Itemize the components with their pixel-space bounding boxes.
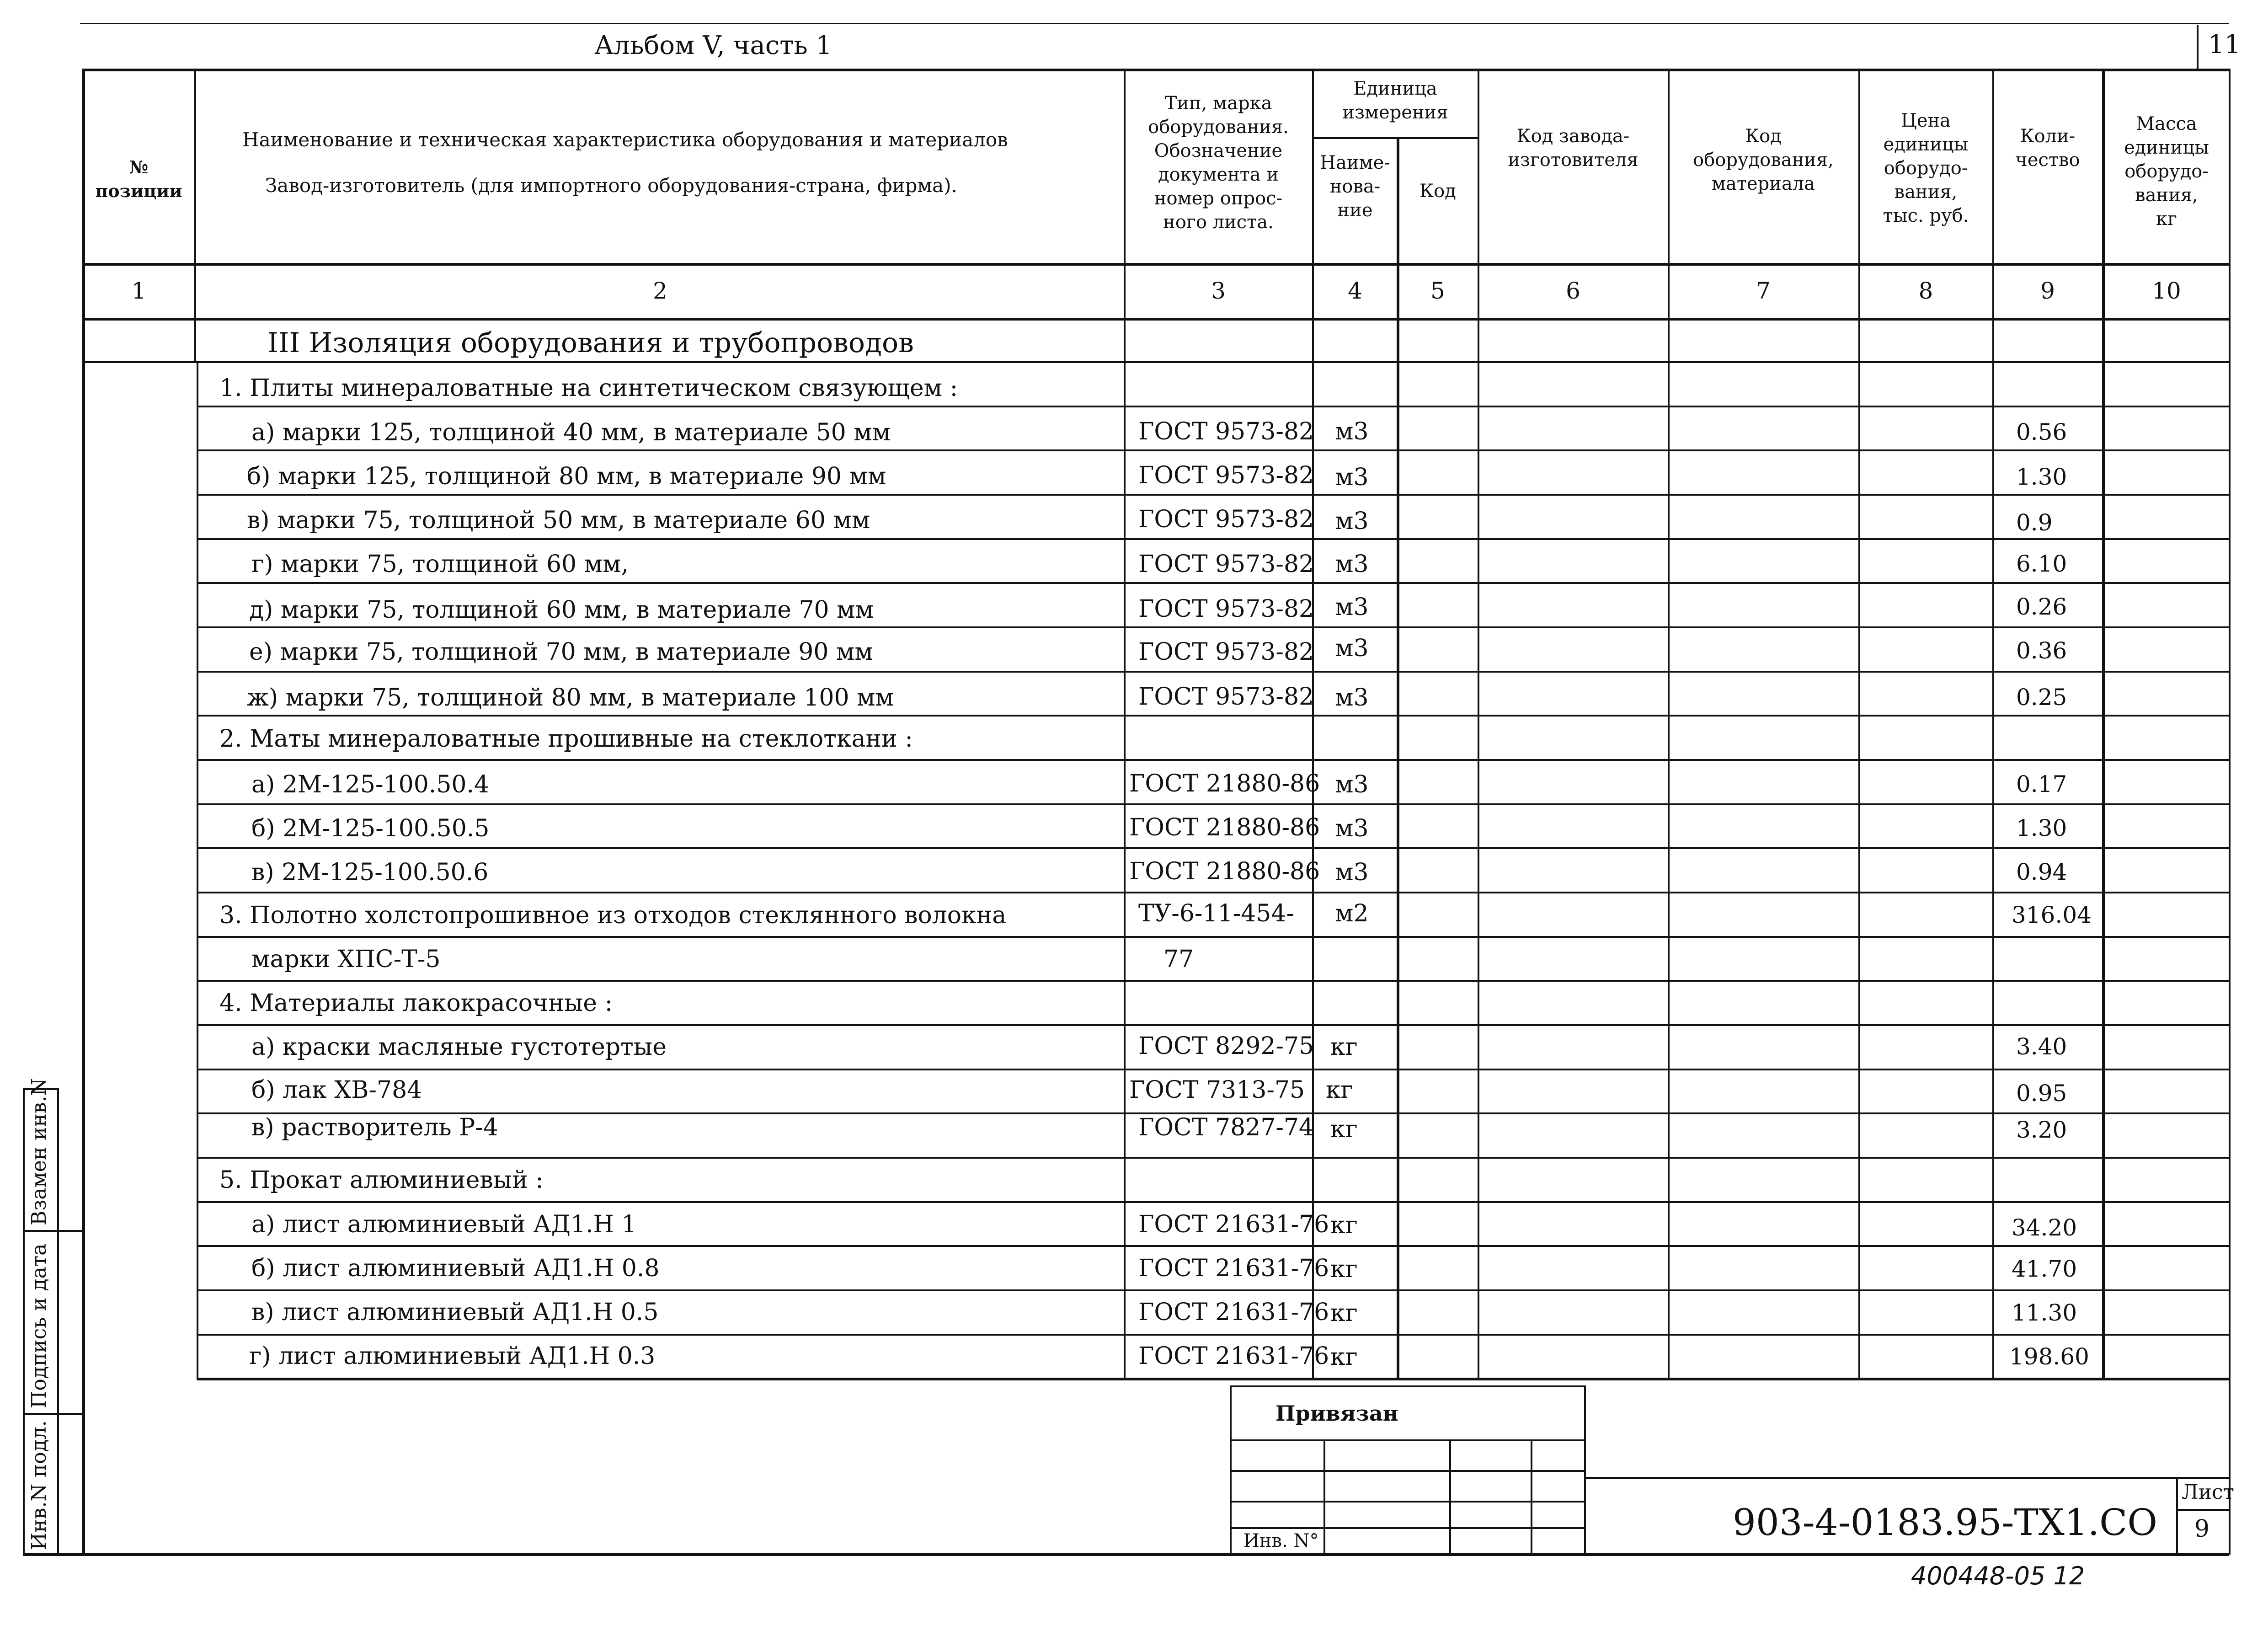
row-doc: ГОСТ 9573-82 xyxy=(1138,418,1314,445)
row-qty: 1.30 xyxy=(2016,815,2067,841)
row-unit: м3 xyxy=(1335,635,1369,662)
top-rule xyxy=(80,23,2229,24)
row-doc: ГОСТ 7313-75 xyxy=(1129,1076,1305,1104)
row-qty: 41.70 xyxy=(2012,1256,2077,1282)
row-name: в) 2М-125-100.50.6 xyxy=(251,859,489,886)
row-unit: м2 xyxy=(1335,900,1369,927)
row-qty: 0.17 xyxy=(2016,771,2067,797)
header-col10: Масса единицы оборудо- вания, кг xyxy=(2124,113,2209,230)
row-qty: 0.25 xyxy=(2016,684,2067,711)
row-qty: 1.30 xyxy=(2016,464,2067,490)
stamp-privyazan: Привязан xyxy=(1275,1401,1398,1426)
side-vzamen: Взамен инв.N xyxy=(27,1078,51,1225)
stamp-sheet-label: Лист xyxy=(2182,1481,2235,1504)
row-doc: 77 xyxy=(1163,946,1194,973)
section-title: III Изоляция оборудования и трубопроводов xyxy=(267,327,914,359)
row-qty: 34.20 xyxy=(2012,1214,2077,1241)
colnum-1: 1 xyxy=(131,278,146,304)
colnum-10: 10 xyxy=(2152,278,2181,304)
row-doc: ГОСТ 21631-76 xyxy=(1138,1211,1329,1238)
row-unit: м3 xyxy=(1335,684,1369,711)
row-doc: ГОСТ 9573-82 xyxy=(1138,638,1314,666)
header-unit-group: Единица измерения xyxy=(1342,78,1448,123)
row-name: а) лист алюминиевый АД1.Н 1 xyxy=(251,1211,637,1238)
row-name: г) лист алюминиевый АД1.Н 0.3 xyxy=(249,1342,656,1370)
row-name: б) лак ХВ-784 xyxy=(251,1076,422,1104)
stamp-inv: Инв. N° xyxy=(1243,1530,1319,1551)
colnum-5: 5 xyxy=(1430,278,1445,304)
row-name: ж) марки 75, толщиной 80 мм, в материале 100 мм xyxy=(247,684,894,711)
row-name: в) лист алюминиевый АД1.Н 0.5 xyxy=(251,1299,659,1326)
row-qty: 316.04 xyxy=(2012,902,2092,928)
colnum-3: 3 xyxy=(1211,278,1226,304)
row-name: в) марки 75, толщиной 50 мм, в материале 60 мм xyxy=(247,507,870,534)
row-name: марки ХПС-Т-5 xyxy=(251,946,441,973)
row-name: д) марки 75, толщиной 60 мм, в материале 70 мм xyxy=(249,596,874,624)
row-unit: кг xyxy=(1330,1212,1358,1239)
page-mark: 11 xyxy=(2208,30,2241,59)
row-doc: ГОСТ 21880-86 xyxy=(1129,770,1320,797)
row-qty: 0.36 xyxy=(2016,637,2067,664)
row-name: б) лист алюминиевый АД1.Н 0.8 xyxy=(251,1255,660,1282)
row-qty: 0.56 xyxy=(2016,419,2067,445)
handwritten-note: 400448-05 12 xyxy=(1911,1561,2085,1590)
row-unit: кг xyxy=(1330,1299,1358,1327)
row-unit: м3 xyxy=(1335,418,1369,445)
row-unit: кг xyxy=(1330,1343,1358,1371)
row-doc: ГОСТ 9573-82 xyxy=(1138,683,1314,711)
row-unit: кг xyxy=(1330,1116,1358,1143)
colnum-4: 4 xyxy=(1348,278,1362,304)
row-doc: ГОСТ 21880-86 xyxy=(1129,814,1320,841)
row-doc: ГОСТ 9573-82 xyxy=(1138,462,1314,489)
row-doc: ГОСТ 9573-82 xyxy=(1138,595,1314,623)
colnum-7: 7 xyxy=(1756,278,1771,304)
row-name: а) краски масляные густотертые xyxy=(251,1033,667,1061)
row-doc: ГОСТ 21631-76 xyxy=(1138,1255,1329,1282)
row-qty: 198.60 xyxy=(2009,1343,2089,1370)
row-unit: м3 xyxy=(1335,508,1369,535)
header-col2-line1: Наименование и техническая характеристика оборудования и материалов xyxy=(242,128,1008,151)
row-doc: ГОСТ 7827-74 xyxy=(1138,1114,1314,1141)
header-col2-line2: Завод-изготовитель (для импортного оборудования-страна, фирма). xyxy=(265,174,957,197)
row-name: в) растворитель Р-4 xyxy=(251,1114,498,1141)
row-qty: 3.20 xyxy=(2016,1117,2067,1143)
row-qty: 3.40 xyxy=(2016,1033,2067,1060)
side-inv-podl: Инв.N подл. xyxy=(27,1420,51,1550)
header-col3: Тип, марка оборудования. Обозначение документа и номер опрос- ного листа. xyxy=(1148,93,1289,233)
side-podpis: Подпись и дата xyxy=(27,1243,51,1408)
row-name: а) марки 125, толщиной 40 мм, в материале 50 мм xyxy=(251,419,891,446)
header-col4: Наиме- нова- ние xyxy=(1320,152,1390,221)
row-unit: м3 xyxy=(1335,594,1369,621)
row-doc: ГОСТ 21880-86 xyxy=(1129,858,1320,885)
row-name: 4. Материалы лакокрасочные : xyxy=(219,989,613,1017)
header-col1: № позиции xyxy=(95,157,182,201)
row-unit: м3 xyxy=(1335,859,1369,886)
row-doc: ГОСТ 21631-76 xyxy=(1138,1299,1329,1326)
row-unit: кг xyxy=(1326,1076,1353,1104)
colnum-6: 6 xyxy=(1566,278,1580,304)
row-name: 3. Полотно холстопрошивное из отходов стеклянного волокна xyxy=(219,902,1007,929)
colnum-2: 2 xyxy=(653,278,667,304)
row-doc: ГОСТ 21631-76 xyxy=(1138,1342,1329,1370)
album-title: Альбом V, часть 1 xyxy=(594,31,832,60)
colnum-9: 9 xyxy=(2040,278,2055,304)
stamp-designation: 903-4-0183.95-ТХ1.СО xyxy=(1733,1501,2157,1544)
row-qty: 0.95 xyxy=(2016,1080,2067,1107)
row-unit: кг xyxy=(1330,1256,1358,1283)
row-name: г) марки 75, толщиной 60 мм, xyxy=(251,551,629,578)
row-unit: м3 xyxy=(1335,464,1369,491)
header-col7: Код оборудования, материала xyxy=(1693,126,1834,194)
row-name: 2. Маты минераловатные прошивные на стеклоткани : xyxy=(219,725,913,753)
page-mark-divider xyxy=(2197,25,2199,71)
header-col9: Коли- чество xyxy=(2015,126,2080,171)
row-qty: 0.94 xyxy=(2016,859,2067,885)
header-col8: Цена единицы оборудо- вания, тыс. руб. xyxy=(1883,110,1969,226)
row-unit: кг xyxy=(1330,1033,1358,1061)
row-name: 5. Прокат алюминиевый : xyxy=(219,1166,544,1194)
row-name: б) марки 125, толщиной 80 мм, в материале 90 мм xyxy=(247,463,886,490)
row-unit: м3 xyxy=(1335,771,1369,798)
row-unit: м3 xyxy=(1335,551,1369,578)
colnum-8: 8 xyxy=(1918,278,1933,304)
header-col5: Код xyxy=(1420,181,1456,202)
row-name: 1. Плиты минераловатные на синтетическом связующем : xyxy=(219,374,958,402)
row-name: а) 2М-125-100.50.4 xyxy=(251,771,490,798)
row-name: б) 2М-125-100.50.5 xyxy=(251,815,490,842)
row-doc: ТУ-6-11-454- xyxy=(1138,900,1295,927)
row-qty: 0.9 xyxy=(2016,509,2053,536)
stamp-sheet-no: 9 xyxy=(2194,1515,2210,1543)
row-doc: ГОСТ 9573-82 xyxy=(1138,506,1314,533)
row-qty: 6.10 xyxy=(2016,551,2067,577)
row-unit: м3 xyxy=(1335,815,1369,842)
row-doc: ГОСТ 9573-82 xyxy=(1138,551,1314,578)
row-qty: 0.26 xyxy=(2016,594,2067,620)
row-qty: 11.30 xyxy=(2012,1299,2077,1326)
row-name: е) марки 75, толщиной 70 мм, в материале 90 мм xyxy=(249,638,873,666)
header-col6: Код завода- изготовителя xyxy=(1508,126,1638,171)
row-doc: ГОСТ 8292-75 xyxy=(1138,1032,1314,1060)
